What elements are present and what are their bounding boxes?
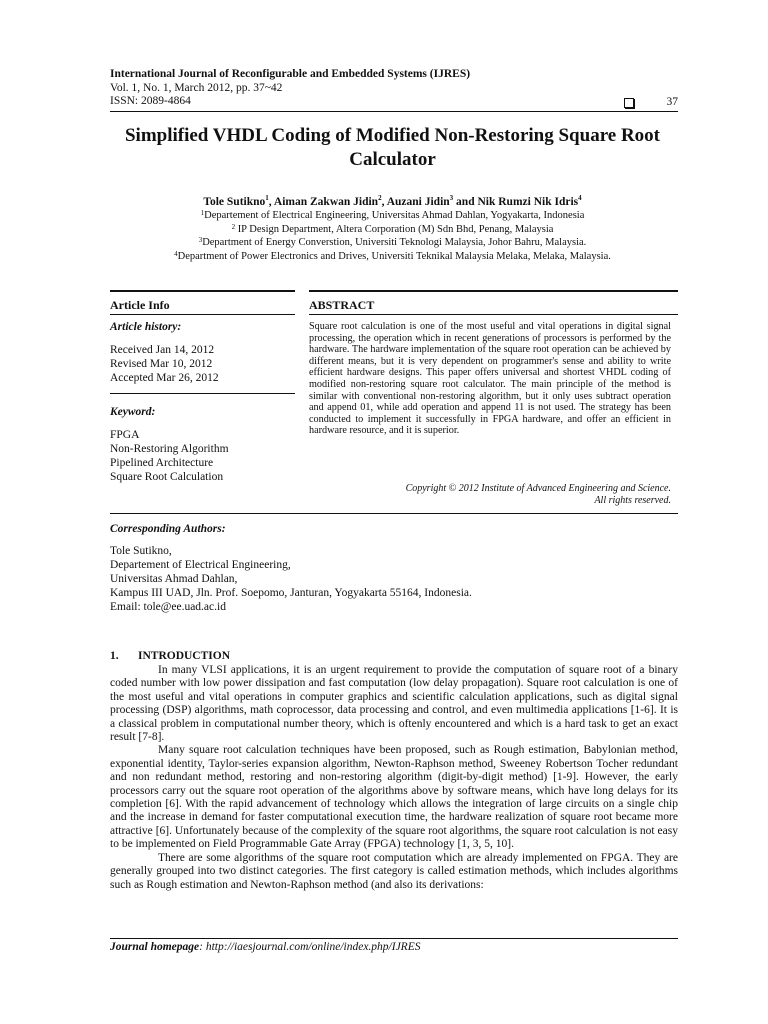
journal-name: International Journal of Reconfigurable and Embedded Systems (IJRES) xyxy=(110,68,471,80)
history-item: Revised Mar 10, 2012 xyxy=(110,358,213,370)
affiliation-text: Department of Energy Converstion, Universiti Teknologi Malaysia, Johor Bahru, Malaysia. xyxy=(202,237,587,248)
paragraph: In many VLSI applications, it is an urgent requirement to provide the computation of square root of a binary coded number with low power dissipation and fast computation (low delay propagation). Square root calculation is one of the most useful and vital operations in computer graphics and scientific calculation applications, such as digital signal processing (DSP) algorithms, math coprocessor, data processing and control, and even multimedia applications [1-6]. It is a classical problem in computational number theory, which is oftenly encountered and which is a hard task to get an exact result [7-8]. xyxy=(110,664,678,744)
copyright-line: All rights reserved. xyxy=(594,495,671,506)
journal-volume: Vol. 1, No. 1, March 2012, pp. 37~42 xyxy=(110,81,283,94)
journal-header xyxy=(110,68,470,109)
corresponding-heading: Corresponding Authors: xyxy=(110,523,226,535)
corresponding-details xyxy=(110,544,472,614)
affiliation-text: Departement of Electrical Engineering, Universitas Ahmad Dahlan, Yogyakarta, Indonesia xyxy=(204,210,585,221)
section-heading xyxy=(110,650,230,662)
header-rule xyxy=(110,111,678,112)
article-history-label: Article history: xyxy=(110,321,182,333)
author-sup: 2 xyxy=(378,194,382,202)
author-name: Tole Sutikno xyxy=(203,196,266,208)
affiliation-line xyxy=(105,223,680,237)
homepage-link[interactable]: : http://iaesjournal.com/online/index.php/IJRES xyxy=(199,941,421,953)
author-sup: 3 xyxy=(449,194,454,202)
author-name: Auzani Jidin xyxy=(386,196,450,208)
info-bottom-rule xyxy=(110,513,678,514)
keyword-list xyxy=(110,428,229,484)
abstract-text: Square root calculation is one of the most useful and vital operations in digital signal processing, the operation which in recent generations of processors is performed by the hardware. The hardware implementation of the square root operation can be achieved by different means, but it is very dependent on programmer's sense and ability to write efficient hardware designs. This paper offers universal and shortest VHDL coding of modified non-restoring square root calculator. The main principle of the method is similar with conventional non-restoring algorithm, but it only uses subtract operation and append 01, while add operation and append 11 is not used. The strategy has been conducted to implement it successfully in FPGA hardware, and offer an efficient in hardware resource, and it is superior. xyxy=(309,321,671,437)
article-info-heading: Article Info xyxy=(110,298,170,312)
affiliation-sup: 2 xyxy=(231,222,236,231)
author-name: Aiman Zakwan Jidin xyxy=(273,196,379,208)
affiliation-line xyxy=(105,250,680,264)
keyword-item: Square Root Calculation xyxy=(110,471,224,483)
homepage-label: Journal homepage xyxy=(110,941,200,953)
affiliation-sup: 3 xyxy=(198,236,203,244)
author-separator: , xyxy=(381,196,387,208)
affiliation-text: Department of Power Electronics and Drives, Universiti Teknikal Malaysia Melaka, Melaka, Malaysia. xyxy=(177,250,611,262)
author-list xyxy=(105,196,680,208)
author-name: Nik Rumzi Nik Idris xyxy=(477,196,579,208)
footer-rule xyxy=(110,938,678,939)
paragraph: Many square root calculation techniques have been proposed, such as Rough estimation, Babylonian method, exponential identity, Taylor-series expansion algorithm, Newton-Raphson method, Sweeney Robertson Tocher redundant and non redundant method, restoring and non-restoring algorithm (digit-by-digit method) [1-9]. However, the early processors carry out the square root operation of the algorithms above by software means, which have long delays for its completion [6]. With the rapid advancement of technology which allows the integration of large circuits on a single chip and the increase in demand for faster computational execution time, the hardware realization of square root became more attractive [6]. Unfortunately because of the complexity of the square root algorithms, the square root calculation is not easy to be implemented on Field Programmable Gate Array (FPGA) technology [1, 3, 5, 10]. xyxy=(110,744,678,851)
journal-issn: ISSN: 2089-4864 xyxy=(110,95,191,107)
copyright xyxy=(309,483,671,507)
keyword-item: Pipelined Architecture xyxy=(110,457,214,469)
affiliation-line xyxy=(105,236,680,250)
paragraph: There are some algorithms of the square root computation which are already implemented on FPGA. They are generally grouped into two distinct categories. The first category is called estimation methods, which includes algorithms such as Rough estimation and Newton-Raphson method (and also its derivations: xyxy=(110,851,678,891)
abstract-heading: ABSTRACT xyxy=(309,298,375,312)
corresponding-line: Kampus III UAD, Jln. Prof. Soepomo, Janturan, Yogyakarta 55164, Indonesia. xyxy=(110,587,472,599)
keyword-item: FPGA xyxy=(110,429,140,441)
section-title: INTRODUCTION xyxy=(138,650,231,662)
affiliation-line xyxy=(105,209,680,223)
corresponding-line: Tole Sutikno, xyxy=(110,545,172,557)
article-info-heading-rule xyxy=(110,314,295,315)
history-item: Received Jan 14, 2012 xyxy=(110,344,215,356)
abstract-top-rule xyxy=(309,290,678,292)
author-separator: , xyxy=(268,196,274,208)
history-rule xyxy=(110,393,295,394)
affiliation-text: IP Design Department, Altera Corporation (M) Sdn Bhd, Penang, Malaysia xyxy=(235,223,554,235)
copyright-line: Copyright © 2012 Institute of Advanced Engineering and Science. xyxy=(405,483,671,494)
keyword-item: Non-Restoring Algorithm xyxy=(110,443,229,455)
keyword-label: Keyword: xyxy=(110,406,156,418)
corresponding-line: Departement of Electrical Engineering, xyxy=(110,559,291,571)
article-history xyxy=(110,343,219,385)
paper-title: Simplified VHDL Coding of Modified Non-Restoring Square Root Calculator xyxy=(124,125,661,170)
introduction-body xyxy=(110,664,678,892)
journal-homepage xyxy=(110,941,420,953)
affiliations xyxy=(105,209,680,263)
square-bullet-icon xyxy=(624,98,634,108)
author-separator: and xyxy=(453,196,478,208)
affiliation-sup: 1 xyxy=(200,209,205,217)
corresponding-line: Email: tole@ee.uad.ac.id xyxy=(110,601,226,613)
history-item: Accepted Mar 26, 2012 xyxy=(110,372,219,384)
page-number: 37 xyxy=(666,96,678,108)
author-sup: 1 xyxy=(265,194,269,202)
abstract-heading-rule xyxy=(309,314,678,315)
section-number: 1. xyxy=(110,650,119,662)
affiliation-sup: 4 xyxy=(174,249,178,258)
author-sup: 4 xyxy=(578,194,582,202)
corresponding-line: Universitas Ahmad Dahlan, xyxy=(110,573,238,585)
article-info-top-rule xyxy=(110,290,295,292)
